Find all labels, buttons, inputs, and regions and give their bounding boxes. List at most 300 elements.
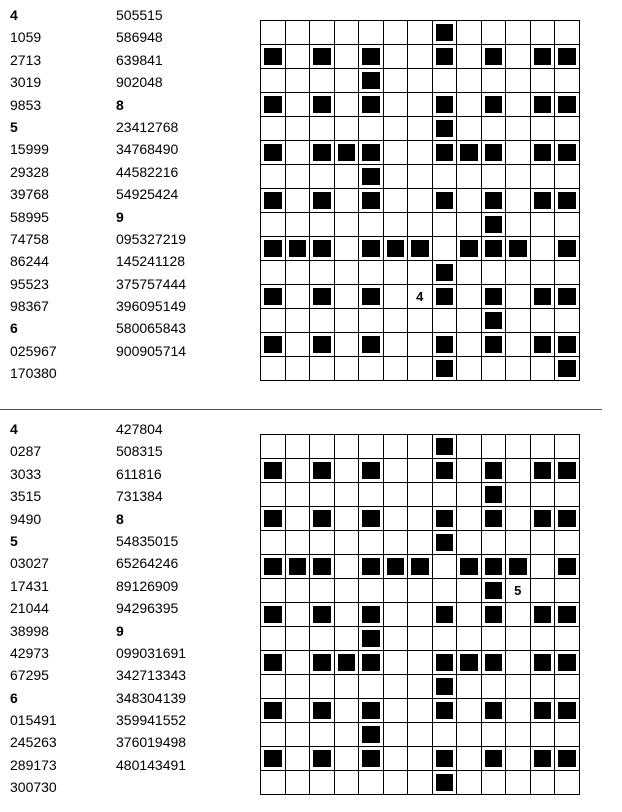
empty-cell[interactable]: [286, 603, 311, 627]
black-cell[interactable]: [261, 45, 286, 69]
empty-cell[interactable]: [310, 531, 335, 555]
empty-cell[interactable]: [335, 627, 360, 651]
empty-cell[interactable]: [482, 531, 507, 555]
empty-cell[interactable]: [286, 69, 311, 93]
empty-cell[interactable]: [384, 357, 409, 381]
empty-cell[interactable]: [286, 285, 311, 309]
empty-cell[interactable]: [261, 531, 286, 555]
empty-cell[interactable]: [506, 723, 531, 747]
black-cell[interactable]: [531, 189, 556, 213]
empty-cell[interactable]: [359, 21, 384, 45]
empty-cell[interactable]: [384, 483, 409, 507]
empty-cell[interactable]: [286, 93, 311, 117]
black-cell[interactable]: [482, 699, 507, 723]
black-cell[interactable]: [310, 699, 335, 723]
black-cell[interactable]: [433, 507, 458, 531]
empty-cell[interactable]: [555, 69, 580, 93]
black-cell[interactable]: [261, 507, 286, 531]
empty-cell[interactable]: [433, 627, 458, 651]
black-cell[interactable]: [531, 141, 556, 165]
empty-cell[interactable]: [335, 117, 360, 141]
empty-cell[interactable]: [555, 531, 580, 555]
empty-cell[interactable]: [555, 165, 580, 189]
empty-cell[interactable]: [310, 261, 335, 285]
black-cell[interactable]: [457, 141, 482, 165]
empty-cell[interactable]: [408, 459, 433, 483]
empty-cell[interactable]: [506, 285, 531, 309]
empty-cell[interactable]: [408, 21, 433, 45]
black-cell[interactable]: [531, 651, 556, 675]
empty-cell[interactable]: [457, 117, 482, 141]
black-cell[interactable]: [261, 333, 286, 357]
empty-cell[interactable]: [335, 555, 360, 579]
empty-cell[interactable]: [286, 45, 311, 69]
empty-cell[interactable]: [310, 165, 335, 189]
empty-cell[interactable]: [286, 309, 311, 333]
empty-cell[interactable]: [384, 435, 409, 459]
empty-cell[interactable]: [457, 213, 482, 237]
empty-cell[interactable]: [531, 531, 556, 555]
black-cell[interactable]: [359, 45, 384, 69]
black-cell[interactable]: [457, 555, 482, 579]
black-cell[interactable]: [555, 651, 580, 675]
puzzle-grid[interactable]: [260, 20, 580, 381]
empty-cell[interactable]: [457, 507, 482, 531]
black-cell[interactable]: [555, 285, 580, 309]
black-cell[interactable]: [359, 69, 384, 93]
empty-cell[interactable]: [433, 309, 458, 333]
empty-cell[interactable]: [286, 771, 311, 795]
black-cell[interactable]: [384, 555, 409, 579]
empty-cell[interactable]: [433, 483, 458, 507]
black-cell[interactable]: [286, 237, 311, 261]
empty-cell[interactable]: [335, 675, 360, 699]
empty-cell[interactable]: [335, 165, 360, 189]
black-cell[interactable]: [261, 651, 286, 675]
empty-cell[interactable]: [433, 555, 458, 579]
empty-cell[interactable]: [286, 699, 311, 723]
empty-cell[interactable]: [359, 483, 384, 507]
black-cell[interactable]: [531, 507, 556, 531]
empty-cell[interactable]: [408, 117, 433, 141]
empty-cell[interactable]: [555, 213, 580, 237]
empty-cell[interactable]: [384, 45, 409, 69]
empty-cell[interactable]: [335, 309, 360, 333]
empty-cell[interactable]: [531, 555, 556, 579]
black-cell[interactable]: [555, 747, 580, 771]
black-cell[interactable]: [482, 747, 507, 771]
empty-cell[interactable]: [384, 771, 409, 795]
empty-cell[interactable]: [506, 747, 531, 771]
black-cell[interactable]: [482, 333, 507, 357]
black-cell[interactable]: [261, 285, 286, 309]
empty-cell[interactable]: [531, 771, 556, 795]
black-cell[interactable]: [433, 651, 458, 675]
empty-cell[interactable]: [310, 213, 335, 237]
empty-cell[interactable]: [531, 579, 556, 603]
empty-cell[interactable]: [384, 21, 409, 45]
empty-cell[interactable]: [408, 723, 433, 747]
black-cell[interactable]: [310, 285, 335, 309]
empty-cell[interactable]: [359, 531, 384, 555]
empty-cell[interactable]: [261, 309, 286, 333]
empty-cell[interactable]: [408, 309, 433, 333]
empty-cell[interactable]: [359, 771, 384, 795]
empty-cell[interactable]: [506, 603, 531, 627]
empty-cell[interactable]: [457, 675, 482, 699]
empty-cell[interactable]: [531, 69, 556, 93]
empty-cell[interactable]: [506, 507, 531, 531]
empty-cell[interactable]: [433, 579, 458, 603]
empty-cell[interactable]: [286, 261, 311, 285]
black-cell[interactable]: [310, 555, 335, 579]
black-cell[interactable]: [433, 459, 458, 483]
black-cell[interactable]: [433, 261, 458, 285]
puzzle-grid[interactable]: [260, 434, 580, 795]
empty-cell[interactable]: [286, 507, 311, 531]
black-cell[interactable]: [310, 93, 335, 117]
black-cell[interactable]: [310, 507, 335, 531]
black-cell[interactable]: [433, 603, 458, 627]
empty-cell[interactable]: [555, 771, 580, 795]
empty-cell[interactable]: [457, 531, 482, 555]
empty-cell[interactable]: [457, 435, 482, 459]
empty-cell[interactable]: [555, 723, 580, 747]
empty-cell[interactable]: [359, 117, 384, 141]
black-cell[interactable]: [482, 555, 507, 579]
black-cell[interactable]: [555, 45, 580, 69]
empty-cell[interactable]: [457, 459, 482, 483]
empty-cell[interactable]: [261, 357, 286, 381]
black-cell[interactable]: [433, 21, 458, 45]
black-cell[interactable]: [310, 189, 335, 213]
black-cell[interactable]: [482, 651, 507, 675]
empty-cell[interactable]: [335, 69, 360, 93]
empty-cell[interactable]: [555, 579, 580, 603]
black-cell[interactable]: [359, 237, 384, 261]
empty-cell[interactable]: [457, 93, 482, 117]
empty-cell[interactable]: [506, 141, 531, 165]
empty-cell[interactable]: [261, 165, 286, 189]
empty-cell[interactable]: [506, 21, 531, 45]
black-cell[interactable]: [286, 555, 311, 579]
empty-cell[interactable]: [531, 309, 556, 333]
empty-cell[interactable]: [310, 117, 335, 141]
empty-cell[interactable]: [261, 771, 286, 795]
empty-cell[interactable]: [359, 357, 384, 381]
empty-cell[interactable]: [384, 309, 409, 333]
black-cell[interactable]: [433, 771, 458, 795]
black-cell[interactable]: [531, 285, 556, 309]
empty-cell[interactable]: [384, 603, 409, 627]
empty-cell[interactable]: [335, 213, 360, 237]
empty-cell[interactable]: [506, 69, 531, 93]
empty-cell[interactable]: [457, 21, 482, 45]
black-cell[interactable]: [359, 627, 384, 651]
empty-cell[interactable]: [408, 45, 433, 69]
empty-cell[interactable]: [261, 675, 286, 699]
empty-cell[interactable]: [457, 723, 482, 747]
empty-cell[interactable]: [408, 579, 433, 603]
empty-cell[interactable]: [506, 627, 531, 651]
black-cell[interactable]: [359, 459, 384, 483]
black-cell[interactable]: [359, 93, 384, 117]
black-cell[interactable]: [310, 747, 335, 771]
empty-cell[interactable]: [482, 165, 507, 189]
black-cell[interactable]: [359, 165, 384, 189]
empty-cell[interactable]: [482, 723, 507, 747]
empty-cell[interactable]: [335, 603, 360, 627]
black-cell[interactable]: [482, 45, 507, 69]
empty-cell[interactable]: [506, 435, 531, 459]
empty-cell[interactable]: [531, 213, 556, 237]
empty-cell[interactable]: [310, 627, 335, 651]
empty-cell[interactable]: [384, 141, 409, 165]
empty-cell[interactable]: [506, 189, 531, 213]
empty-cell[interactable]: [359, 435, 384, 459]
black-cell[interactable]: [359, 747, 384, 771]
empty-cell[interactable]: [555, 483, 580, 507]
empty-cell[interactable]: [359, 309, 384, 333]
empty-cell[interactable]: [286, 627, 311, 651]
empty-cell[interactable]: [335, 459, 360, 483]
empty-cell[interactable]: [408, 261, 433, 285]
black-cell[interactable]: [433, 675, 458, 699]
empty-cell[interactable]: [286, 483, 311, 507]
empty-cell[interactable]: [384, 627, 409, 651]
empty-cell[interactable]: [408, 213, 433, 237]
empty-cell[interactable]: [555, 309, 580, 333]
empty-cell[interactable]: [531, 435, 556, 459]
empty-cell[interactable]: [335, 723, 360, 747]
black-cell[interactable]: [359, 723, 384, 747]
black-cell[interactable]: [310, 141, 335, 165]
black-cell[interactable]: [506, 237, 531, 261]
black-cell[interactable]: [555, 357, 580, 381]
black-cell[interactable]: [359, 333, 384, 357]
empty-cell[interactable]: [408, 651, 433, 675]
empty-cell[interactable]: [310, 675, 335, 699]
empty-cell[interactable]: [384, 189, 409, 213]
empty-cell[interactable]: [384, 747, 409, 771]
black-cell[interactable]: [433, 45, 458, 69]
empty-cell[interactable]: [482, 357, 507, 381]
black-cell[interactable]: [531, 333, 556, 357]
empty-cell[interactable]: [531, 357, 556, 381]
black-cell[interactable]: [433, 117, 458, 141]
empty-cell[interactable]: [261, 21, 286, 45]
black-cell[interactable]: [359, 141, 384, 165]
empty-cell[interactable]: [261, 723, 286, 747]
black-cell[interactable]: [482, 507, 507, 531]
empty-cell[interactable]: [457, 483, 482, 507]
empty-cell[interactable]: [359, 675, 384, 699]
empty-cell[interactable]: [384, 507, 409, 531]
empty-cell[interactable]: [555, 21, 580, 45]
empty-cell[interactable]: [457, 285, 482, 309]
black-cell[interactable]: [433, 285, 458, 309]
empty-cell[interactable]: [359, 213, 384, 237]
empty-cell[interactable]: [408, 141, 433, 165]
black-cell[interactable]: [261, 189, 286, 213]
empty-cell[interactable]: [384, 213, 409, 237]
empty-cell[interactable]: [457, 627, 482, 651]
black-cell[interactable]: [482, 213, 507, 237]
empty-cell[interactable]: [408, 93, 433, 117]
empty-cell[interactable]: [482, 69, 507, 93]
empty-cell[interactable]: [457, 261, 482, 285]
empty-cell[interactable]: [310, 309, 335, 333]
black-cell[interactable]: [555, 699, 580, 723]
empty-cell[interactable]: [555, 435, 580, 459]
black-cell[interactable]: [433, 189, 458, 213]
empty-cell[interactable]: [384, 69, 409, 93]
empty-cell[interactable]: [286, 579, 311, 603]
empty-cell[interactable]: [286, 435, 311, 459]
empty-cell[interactable]: [506, 261, 531, 285]
empty-cell[interactable]: [384, 333, 409, 357]
empty-cell[interactable]: [506, 459, 531, 483]
empty-cell[interactable]: [408, 627, 433, 651]
black-cell[interactable]: [531, 459, 556, 483]
empty-cell[interactable]: [335, 189, 360, 213]
empty-cell[interactable]: [261, 69, 286, 93]
empty-cell[interactable]: [457, 189, 482, 213]
empty-cell[interactable]: [286, 357, 311, 381]
black-cell[interactable]: [433, 747, 458, 771]
empty-cell[interactable]: [335, 45, 360, 69]
black-cell[interactable]: [335, 651, 360, 675]
empty-cell[interactable]: [384, 93, 409, 117]
black-cell[interactable]: [555, 555, 580, 579]
empty-cell[interactable]: [506, 771, 531, 795]
black-cell[interactable]: [261, 237, 286, 261]
empty-cell[interactable]: [261, 213, 286, 237]
given-digit-cell[interactable]: 4: [408, 285, 433, 309]
black-cell[interactable]: [310, 237, 335, 261]
black-cell[interactable]: [261, 93, 286, 117]
empty-cell[interactable]: [457, 309, 482, 333]
empty-cell[interactable]: [286, 675, 311, 699]
black-cell[interactable]: [457, 237, 482, 261]
black-cell[interactable]: [482, 459, 507, 483]
empty-cell[interactable]: [457, 747, 482, 771]
empty-cell[interactable]: [384, 699, 409, 723]
empty-cell[interactable]: [457, 45, 482, 69]
empty-cell[interactable]: [506, 333, 531, 357]
black-cell[interactable]: [310, 603, 335, 627]
black-cell[interactable]: [310, 651, 335, 675]
empty-cell[interactable]: [506, 531, 531, 555]
empty-cell[interactable]: [482, 435, 507, 459]
empty-cell[interactable]: [506, 651, 531, 675]
empty-cell[interactable]: [457, 333, 482, 357]
empty-cell[interactable]: [408, 435, 433, 459]
black-cell[interactable]: [482, 93, 507, 117]
black-cell[interactable]: [433, 93, 458, 117]
empty-cell[interactable]: [286, 141, 311, 165]
black-cell[interactable]: [555, 333, 580, 357]
black-cell[interactable]: [359, 651, 384, 675]
empty-cell[interactable]: [482, 771, 507, 795]
black-cell[interactable]: [531, 93, 556, 117]
empty-cell[interactable]: [482, 21, 507, 45]
empty-cell[interactable]: [506, 483, 531, 507]
empty-cell[interactable]: [286, 723, 311, 747]
black-cell[interactable]: [433, 531, 458, 555]
empty-cell[interactable]: [506, 45, 531, 69]
empty-cell[interactable]: [335, 579, 360, 603]
black-cell[interactable]: [261, 459, 286, 483]
empty-cell[interactable]: [310, 21, 335, 45]
empty-cell[interactable]: [359, 579, 384, 603]
black-cell[interactable]: [261, 141, 286, 165]
empty-cell[interactable]: [408, 531, 433, 555]
black-cell[interactable]: [457, 651, 482, 675]
empty-cell[interactable]: [310, 723, 335, 747]
empty-cell[interactable]: [555, 675, 580, 699]
empty-cell[interactable]: [310, 69, 335, 93]
empty-cell[interactable]: [286, 117, 311, 141]
black-cell[interactable]: [261, 555, 286, 579]
black-cell[interactable]: [408, 555, 433, 579]
black-cell[interactable]: [531, 699, 556, 723]
empty-cell[interactable]: [482, 675, 507, 699]
black-cell[interactable]: [482, 603, 507, 627]
empty-cell[interactable]: [335, 333, 360, 357]
empty-cell[interactable]: [555, 117, 580, 141]
empty-cell[interactable]: [335, 699, 360, 723]
empty-cell[interactable]: [310, 435, 335, 459]
empty-cell[interactable]: [286, 747, 311, 771]
empty-cell[interactable]: [531, 237, 556, 261]
empty-cell[interactable]: [286, 165, 311, 189]
empty-cell[interactable]: [433, 213, 458, 237]
empty-cell[interactable]: [506, 165, 531, 189]
empty-cell[interactable]: [457, 699, 482, 723]
empty-cell[interactable]: [384, 117, 409, 141]
empty-cell[interactable]: [335, 21, 360, 45]
empty-cell[interactable]: [408, 333, 433, 357]
black-cell[interactable]: [531, 45, 556, 69]
empty-cell[interactable]: [506, 93, 531, 117]
empty-cell[interactable]: [531, 21, 556, 45]
black-cell[interactable]: [531, 603, 556, 627]
empty-cell[interactable]: [531, 165, 556, 189]
black-cell[interactable]: [359, 507, 384, 531]
empty-cell[interactable]: [310, 483, 335, 507]
empty-cell[interactable]: [310, 579, 335, 603]
black-cell[interactable]: [433, 357, 458, 381]
empty-cell[interactable]: [457, 603, 482, 627]
empty-cell[interactable]: [335, 237, 360, 261]
black-cell[interactable]: [555, 459, 580, 483]
empty-cell[interactable]: [531, 675, 556, 699]
empty-cell[interactable]: [286, 459, 311, 483]
black-cell[interactable]: [359, 189, 384, 213]
empty-cell[interactable]: [286, 21, 311, 45]
empty-cell[interactable]: [506, 213, 531, 237]
empty-cell[interactable]: [384, 165, 409, 189]
empty-cell[interactable]: [433, 69, 458, 93]
empty-cell[interactable]: [433, 165, 458, 189]
empty-cell[interactable]: [335, 771, 360, 795]
empty-cell[interactable]: [531, 627, 556, 651]
empty-cell[interactable]: [335, 531, 360, 555]
empty-cell[interactable]: [408, 675, 433, 699]
empty-cell[interactable]: [261, 117, 286, 141]
black-cell[interactable]: [310, 45, 335, 69]
